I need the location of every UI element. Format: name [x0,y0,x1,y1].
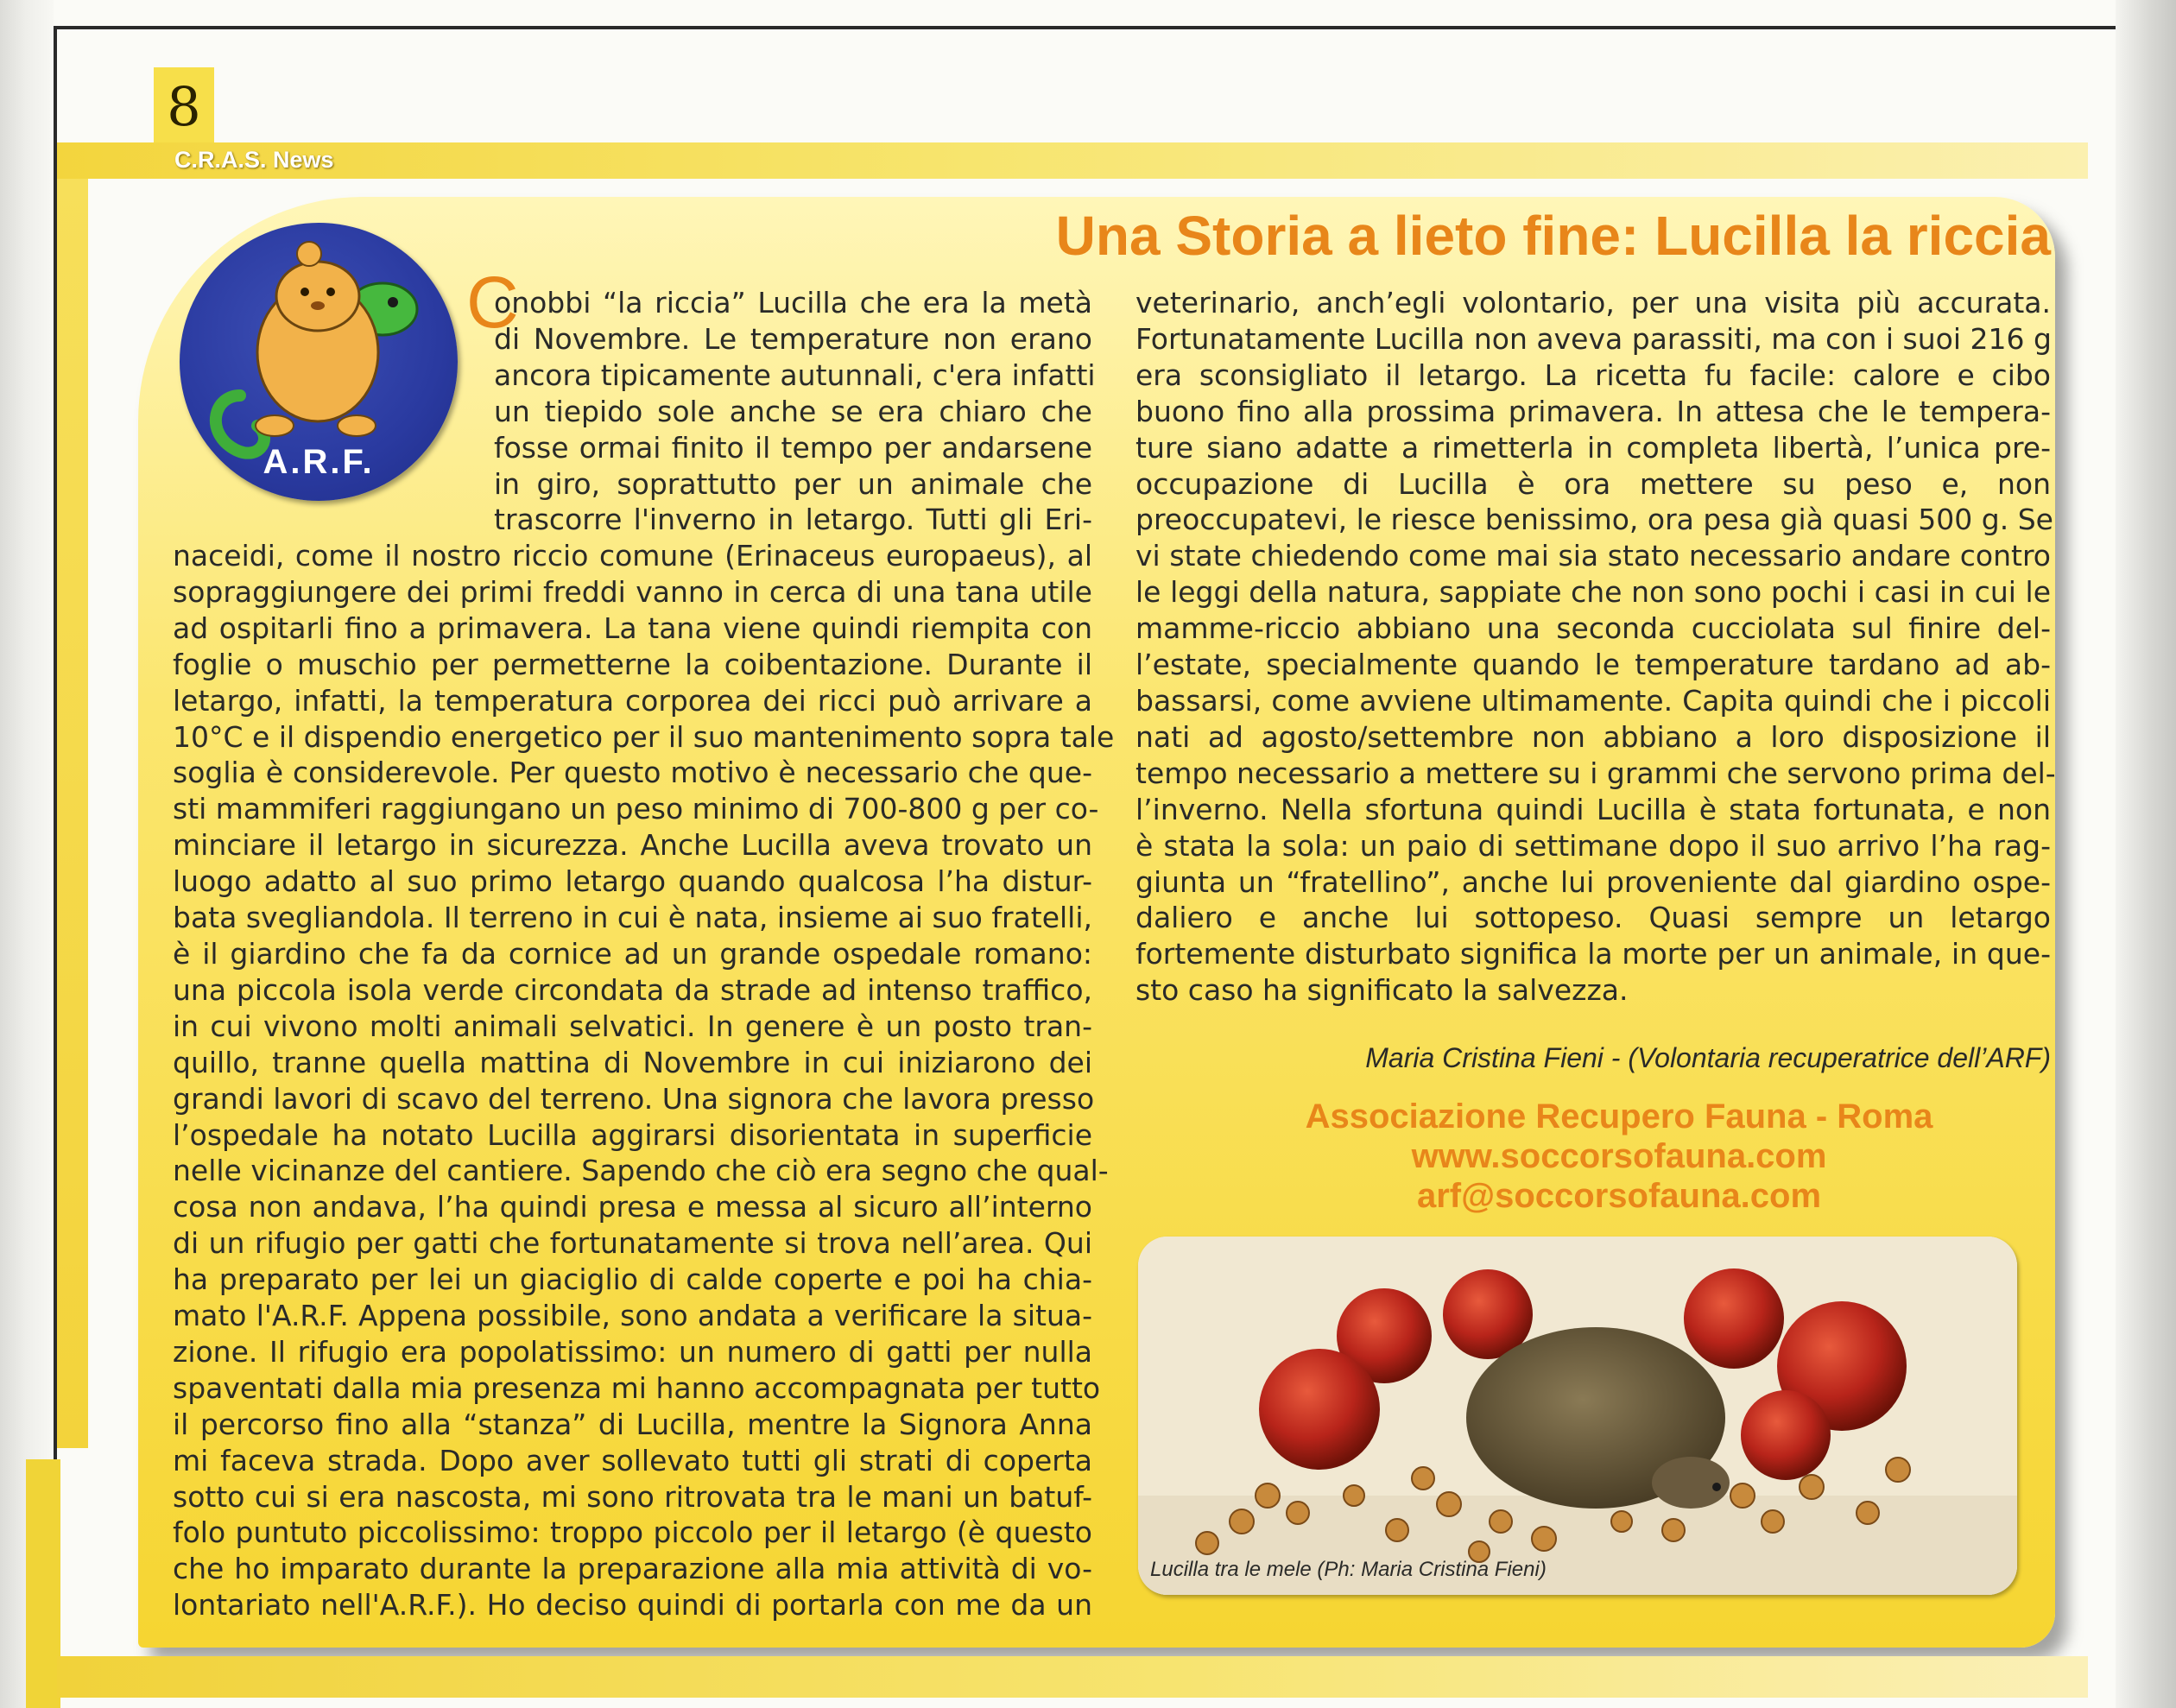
page-border-top [54,26,2117,29]
photo-caption: Lucilla tra le mele (Ph: Maria Cristina Fieni) [1150,1558,1547,1581]
text-line: mi faceva strada. Dopo aver sollevato tutti gli strati di coperta [173,1443,1092,1477]
text-line: 10°C e il dispendio energetico per il suo mantenimento sopra tale [173,719,1115,754]
page-number: 8 [154,67,214,145]
text-line: mamme-riccio abbiano una seconda cucciolata sul finire del- [1135,611,2051,646]
text-line: mato l'A.R.F. Appena possibile, sono andata a verificare la situa- [173,1299,1092,1333]
text-line: soglia è considerevole. Per questo motivo è necessario che que- [173,756,1092,790]
text-line: spaventati dalla mia presenza mi hanno accompagnata per tutto [173,1370,1101,1405]
text-line: vi state chiedendo come mai sia stato necessario andare contro [1135,539,2051,573]
side-band [57,179,88,1448]
text-line: sotto cui si era nascosta, mi sono ritrovata tra le mani un batuf- [173,1479,1092,1514]
text-line: tempo necessario a mettere su i grammi che servono prima del- [1135,756,2056,790]
article-right-column [1135,285,2056,1009]
article-intro-column [494,285,1096,538]
text-line: nelle vicinanze del cantiere. Sapendo che ciò era segno che qual- [173,1154,1109,1188]
text-line: l’inverno. Nella sfortuna quindi Lucilla è stata fortunata, e non [1135,792,2051,826]
text-line: ha preparato per lei un giaciglio di calde coperte e poi ha chia- [173,1262,1092,1297]
footer-band [57,1656,2088,1698]
text-line: Fortunatamente Lucilla non aveva parassiti, ma con i suoi 216 g [1135,321,2052,356]
text-line: trascorre l'inverno in letargo. Tutti gli Eri- [494,503,1092,537]
section-label: C.R.A.S. News [174,147,334,173]
email-link[interactable]: arf@soccorsofauna.com [1416,1177,1822,1215]
text-line: che ho imparato durante la preparazione alla mia attività di vo- [173,1552,1092,1586]
text-line: in giro, soprattutto per un animale che [494,466,1092,501]
text-line: veterinario, anch’egli volontario, per una visita più accurata. [1135,286,2051,319]
text-line: zione. Il rifugio era popolatissimo: un numero di gatti per nulla [173,1334,1092,1369]
text-line: il percorso fino alla “stanza” di Lucilla, mentre la Signora Anna [173,1407,1092,1441]
text-line: foglie o muschio per permetterne la coibentazione. Durante il [173,647,1092,681]
text-line: quillo, tranne quella mattina di Novembre in cui iniziarono dei [173,1045,1092,1079]
text-line: folo puntuto piccolissimo: troppo piccolo per il letargo (è questo [173,1515,1092,1550]
text-line: naceidi, come il nostro riccio comune (Erinaceus europaeus), al [173,539,1092,572]
association-name: Associazione Recupero Fauna - Roma [1305,1098,1933,1136]
text-line: ad ospitarli fino a primavera. La tana viene quindi riempita con [173,610,1092,645]
text-line: l’estate, specialmente quando le temperature tardano ad ab- [1135,648,2051,682]
text-line: occupazione di Lucilla è ora mettere su peso e, non [1135,466,2051,501]
website-link[interactable]: www.soccorsofauna.com [1411,1137,1827,1175]
logo-text: A.R.F. [263,443,375,481]
text-line: in cui vivono molti animali selvatici. In genere è un posto tran- [173,1009,1092,1043]
article-title: Una Storia a lieto fine: Lucilla la riccia [1055,205,2051,267]
text-line: le leggi della natura, sappiate che non sono pochi i casi in cui le [1135,575,2051,610]
text-line: una piccola isola verde circondata da strade ad intenso traffico, [173,972,1092,1007]
text-line: sopraggiungere dei primi freddi vanno in cerca di una tana utile [173,574,1092,609]
facing-page-strip [26,1459,60,1708]
text-line: fosse ormai finito il tempo per andarsene [494,430,1092,465]
text-line: era sconsigliato il letargo. La ricetta fu facile: calore e cibo [1135,357,2051,392]
header-band [57,142,2088,179]
text-line: minciare il letargo in sicurezza. Anche Lucilla aveva trovato un [173,828,1092,863]
text-line: daliero e anche lui sottopeso. Quasi sempre un letargo [1135,901,2051,935]
author-credit: Maria Cristina Fieni - (Volontaria recuperatrice dell’ARF) [1365,1042,2051,1073]
text-line: preoccupatevi, le riesce benissimo, ora pesa già quasi 500 g. Se [1135,503,2053,537]
text-line: lontariato nell'A.R.F.). Ho deciso quindi di portarla con me da un [173,1588,1092,1623]
text-line: è il giardino che fa da cornice ad un grande ospedale romano: [173,936,1092,971]
arf-logo [180,223,458,501]
article-left-column [173,538,1115,1623]
text-line: ancora tipicamente autunnali, c'era infatti [494,357,1096,392]
text-line: luogo adatto al suo primo letargo quando qualcosa l’ha distur- [173,864,1092,899]
drop-cap: C [466,262,519,343]
text-line: buono fino alla prossima primavera. In attesa che le tempera- [1135,394,2051,428]
page-curl-right [2116,0,2176,1708]
text-line: letargo, infatti, la temperatura corporea dei ricci può arrivare a [173,683,1092,718]
text-line: è stata la sola: un paio di settimane dopo il suo arrivo l’ha rag- [1135,828,2051,863]
association-block [1209,1097,2029,1216]
text-line: sto caso ha significato la salvezza. [1135,973,1629,1008]
text-line: ture siano adatte a rimetterla in completa libertà, l’unica pre- [1135,430,2051,465]
text-line: giunta un “fratellino”, anche lui proveniente dal giardino ospe- [1135,864,2051,899]
text-line: onobbi “la riccia” Lucilla che era la metà [494,286,1092,319]
text-line: bata svegliandola. Il terreno in cui è nata, insieme ai suo fratelli, [173,901,1092,935]
text-line: un tiepido sole anche se era chiaro che [494,394,1092,428]
text-line: cosa non andava, l’ha quindi presa e messa al sicuro all’interno [173,1190,1092,1224]
text-line: di un rifugio per gatti che fortunatamente si trova nell’area. Qui [173,1226,1092,1261]
text-line: l’ospedale ha notato Lucilla aggirarsi disorientata in superficie [173,1117,1092,1152]
text-line: grandi lavori di scavo del terreno. Una signora che lavora presso [173,1081,1095,1116]
text-line: sti mammiferi raggiungano un peso minimo di 700-800 g per co- [173,792,1099,826]
text-line: nati ad agosto/settembre non abbiano a loro disposizione il [1135,719,2051,754]
text-line: bassarsi, come avviene ultimamente. Capita quindi che i piccoli [1135,683,2051,718]
hedgehog-photo [1138,1237,2017,1595]
text-line: fortemente disturbato significa la morte per un animale, in que- [1135,937,2051,971]
text-line: di Novembre. Le temperature non erano [494,321,1092,356]
page-gutter-left [0,0,54,1708]
hedgehog-apples-image [1138,1237,2017,1595]
